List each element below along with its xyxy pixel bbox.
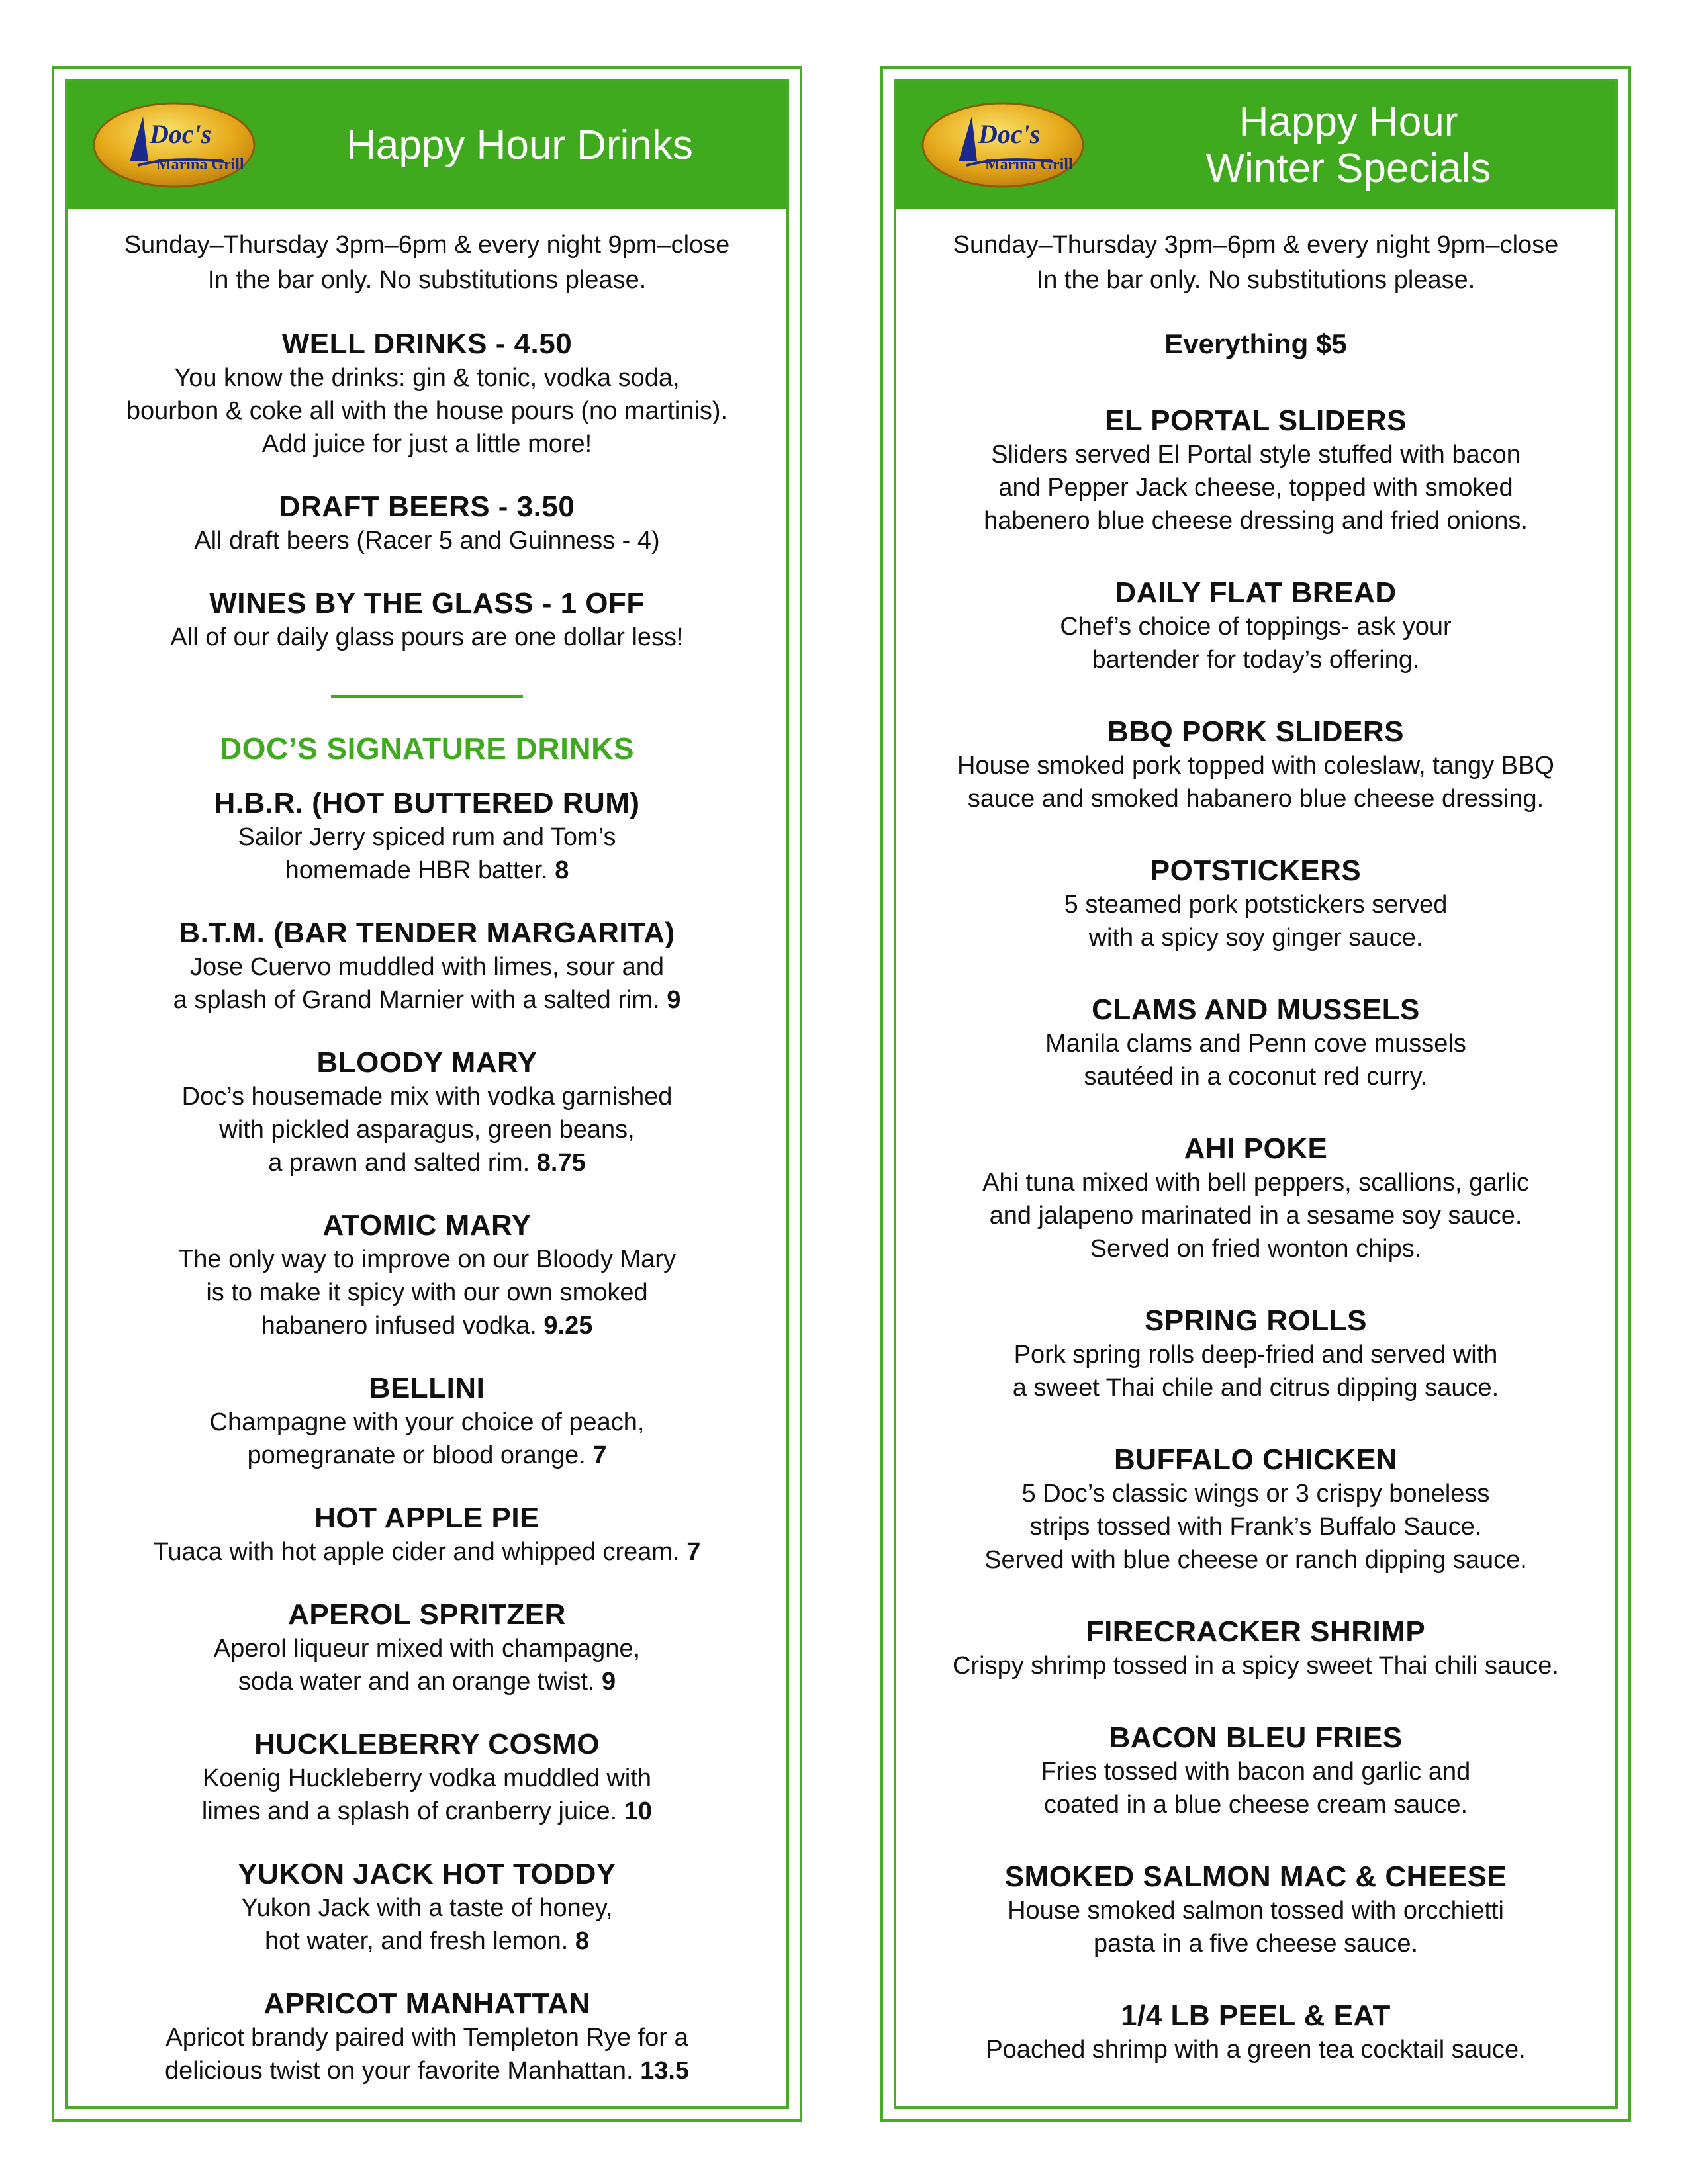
drinks-menu-inner-border bbox=[65, 79, 789, 2109]
special-name: EL PORTAL SLIDERS bbox=[1105, 404, 1407, 437]
special-item bbox=[896, 1860, 1615, 1960]
drink-price: 7 bbox=[686, 1538, 701, 1566]
special-name: BACON BLEU FRIES bbox=[1109, 1721, 1403, 1754]
special-name: BUFFALO CHICKEN bbox=[1114, 1443, 1397, 1476]
logo-text-docs: Doc's bbox=[978, 119, 1041, 149]
docs-marina-grill-logo bbox=[91, 101, 257, 189]
drinks-title: Happy Hour Drinks bbox=[346, 122, 693, 168]
special-desc: Poached shrimp with a green tea cocktail sauce. bbox=[986, 2036, 1526, 2064]
special-desc: Crispy shrimp tossed in a spicy sweet Thai chili sauce. bbox=[953, 1652, 1559, 1680]
drink-price: 8 bbox=[575, 1927, 590, 1955]
special-name: FIRECRACKER SHRIMP bbox=[1086, 1615, 1426, 1648]
deal-desc: You know the drinks: gin & tonic, vodka soda, bourbon & coke all with the house pours (no martinis). Add juice for just a little more! bbox=[126, 364, 728, 458]
special-item bbox=[896, 1443, 1615, 1576]
special-desc: Pork spring rolls deep-fried and served with a sweet Thai chile and citrus dipping sauce. bbox=[1012, 1341, 1499, 1402]
specials-title: Happy Hour Winter Specials bbox=[1205, 99, 1491, 191]
special-item bbox=[896, 1999, 1615, 2066]
drink-price: 9.25 bbox=[543, 1312, 593, 1340]
special-name: CLAMS AND MUSSELS bbox=[1092, 993, 1420, 1026]
signature-drink-item bbox=[68, 1371, 786, 1472]
drink-desc: Aperol liqueur mixed with champagne, soda water and an orange twist. 9 bbox=[213, 1635, 641, 1696]
specials-menu-panel bbox=[880, 66, 1631, 2122]
logo-text-marina-grill: Marina Grill bbox=[156, 156, 244, 173]
special-desc: Manila clams and Penn cove mussels sautéed in a coconut red curry. bbox=[1045, 1030, 1466, 1091]
deal-name: WINES BY THE GLASS - 1 OFF bbox=[209, 587, 645, 619]
drink-desc: Champagne with your choice of peach, pomegranate or blood orange. 7 bbox=[209, 1408, 645, 1469]
special-desc: Chef’s choice of toppings- ask your bartender for today’s offering. bbox=[1060, 613, 1452, 674]
special-name: SMOKED SALMON MAC & CHEESE bbox=[1004, 1860, 1507, 1893]
special-name: SPRING ROLLS bbox=[1144, 1304, 1368, 1337]
specials-content bbox=[896, 209, 1615, 2106]
special-item bbox=[896, 1304, 1615, 1404]
drinks-hours-note: Sunday–Thursday 3pm–6pm & every night 9pm–close In the bar only. No substitutions please. bbox=[124, 231, 730, 294]
deal-desc: All draft beers (Racer 5 and Guinness - 4) bbox=[194, 527, 660, 555]
signature-drink-item bbox=[68, 786, 786, 887]
signature-drink-item bbox=[68, 1046, 786, 1179]
drink-price: 9 bbox=[602, 1668, 616, 1696]
docs-marina-grill-logo bbox=[920, 101, 1086, 189]
drink-price: 8.75 bbox=[536, 1149, 586, 1177]
drink-desc: Tuaca with hot apple cider and whipped cream. 7 bbox=[153, 1538, 701, 1566]
signature-drink-item bbox=[68, 916, 786, 1017]
deal-desc: All of our daily glass pours are one dollar less! bbox=[170, 623, 684, 651]
special-name: 1/4 LB PEEL & EAT bbox=[1121, 1999, 1391, 2032]
specials-menu-inner-border bbox=[894, 79, 1618, 2109]
drink-price: 8 bbox=[555, 856, 569, 884]
logo-text-marina-grill: Marina Grill bbox=[985, 156, 1073, 173]
special-name: DAILY FLAT BREAD bbox=[1115, 576, 1397, 609]
special-item bbox=[896, 1132, 1615, 1265]
drink-desc: Koenig Huckleberry vodka muddled with limes and a splash of cranberry juice. 10 bbox=[201, 1764, 653, 1825]
special-item bbox=[896, 1615, 1615, 1682]
drink-name: BELLINI bbox=[369, 1372, 485, 1404]
drink-name: B.T.M. (BAR TENDER MARGARITA) bbox=[179, 917, 675, 949]
drinks-menu-panel bbox=[52, 66, 802, 2122]
special-desc: House smoked salmon tossed with orcchietti pasta in a five cheese sauce. bbox=[1008, 1897, 1504, 1958]
special-item bbox=[896, 993, 1615, 1093]
signature-drink-item bbox=[68, 1987, 786, 2087]
special-item bbox=[896, 576, 1615, 676]
signature-drinks-heading: DOC’S SIGNATURE DRINKS bbox=[219, 731, 635, 766]
special-name: BBQ PORK SLIDERS bbox=[1107, 715, 1405, 748]
special-item bbox=[896, 854, 1615, 954]
drink-desc: The only way to improve on our Bloody Mary is to make it spicy with our own smoked habanero infused vodka. 9.25 bbox=[178, 1246, 676, 1340]
deal-item bbox=[68, 490, 786, 557]
special-desc: Ahi tuna mixed with bell peppers, scallions, garlic and jalapeno marinated in a sesame soy sauce. Served on fried wonton chips. bbox=[982, 1169, 1529, 1263]
drink-price: 13.5 bbox=[640, 2057, 690, 2085]
drink-desc: Doc’s housemade mix with vodka garnished with pickled asparagus, green beans, a prawn and salted rim. 8.75 bbox=[181, 1083, 673, 1177]
special-desc: 5 Doc’s classic wings or 3 crispy boneless strips tossed with Frank’s Buffalo Sauce. Served with blue cheese or ranch dipping sauce. bbox=[984, 1480, 1527, 1574]
section-divider bbox=[331, 695, 523, 698]
drink-price: 9 bbox=[667, 986, 681, 1014]
special-desc: Sliders served El Portal style stuffed with bacon and Pepper Jack cheese, topped with smoked habenero blue cheese dressing and fried onions. bbox=[984, 441, 1528, 535]
drink-desc: Jose Cuervo muddled with limes, sour and a splash of Grand Marnier with a salted rim. 9 bbox=[173, 953, 681, 1014]
signature-drink-item bbox=[68, 1208, 786, 1342]
drinks-header bbox=[68, 82, 786, 209]
drink-price: 10 bbox=[624, 1797, 653, 1825]
everything-price-note: Everything $5 bbox=[1164, 328, 1347, 359]
signature-drink-item bbox=[68, 1598, 786, 1698]
special-name: AHI POKE bbox=[1184, 1132, 1328, 1165]
drink-desc: Sailor Jerry spiced rum and Tom’s homemade HBR batter. 8 bbox=[238, 823, 616, 884]
special-desc: House smoked pork topped with coleslaw, tangy BBQ sauce and smoked habanero blue cheese dressing. bbox=[957, 752, 1554, 813]
drink-name: YUKON JACK HOT TODDY bbox=[238, 1858, 616, 1890]
signature-drink-item bbox=[68, 1857, 786, 1958]
logo-text-docs: Doc's bbox=[150, 119, 212, 149]
drink-name: HOT APPLE PIE bbox=[314, 1502, 539, 1534]
deal-name: WELL DRINKS - 4.50 bbox=[281, 328, 573, 360]
drink-name: HUCKLEBERRY COSMO bbox=[254, 1728, 600, 1760]
special-item bbox=[896, 1721, 1615, 1821]
signature-drink-item bbox=[68, 1501, 786, 1569]
deal-name: DRAFT BEERS - 3.50 bbox=[279, 490, 575, 523]
signature-drink-item bbox=[68, 1727, 786, 1828]
drink-name: APRICOT MANHATTAN bbox=[263, 1987, 590, 2020]
drinks-content bbox=[68, 209, 786, 2106]
special-item bbox=[896, 715, 1615, 815]
drink-price: 7 bbox=[592, 1441, 607, 1469]
deal-item bbox=[68, 586, 786, 654]
drink-name: BLOODY MARY bbox=[316, 1046, 538, 1079]
special-desc: Fries tossed with bacon and garlic and coated in a blue cheese cream sauce. bbox=[1041, 1758, 1471, 1819]
special-desc: 5 steamed pork potstickers served with a spicy soy ginger sauce. bbox=[1064, 891, 1448, 952]
deal-item bbox=[68, 327, 786, 461]
drink-desc: Apricot brandy paired with Templeton Rye for a delicious twist on your favorite Manhattan. 13.5 bbox=[164, 2024, 690, 2085]
special-item bbox=[896, 404, 1615, 537]
special-name: POTSTICKERS bbox=[1150, 854, 1362, 887]
drink-name: APEROL SPRITZER bbox=[288, 1598, 566, 1631]
drink-name: H.B.R. (HOT BUTTERED RUM) bbox=[214, 787, 640, 819]
specials-header bbox=[896, 82, 1615, 209]
drink-desc: Yukon Jack with a taste of honey, hot water, and fresh lemon. 8 bbox=[241, 1894, 613, 1955]
drink-name: ATOMIC MARY bbox=[322, 1209, 532, 1242]
specials-hours-note: Sunday–Thursday 3pm–6pm & every night 9pm–close In the bar only. No substitutions please. bbox=[953, 231, 1559, 294]
